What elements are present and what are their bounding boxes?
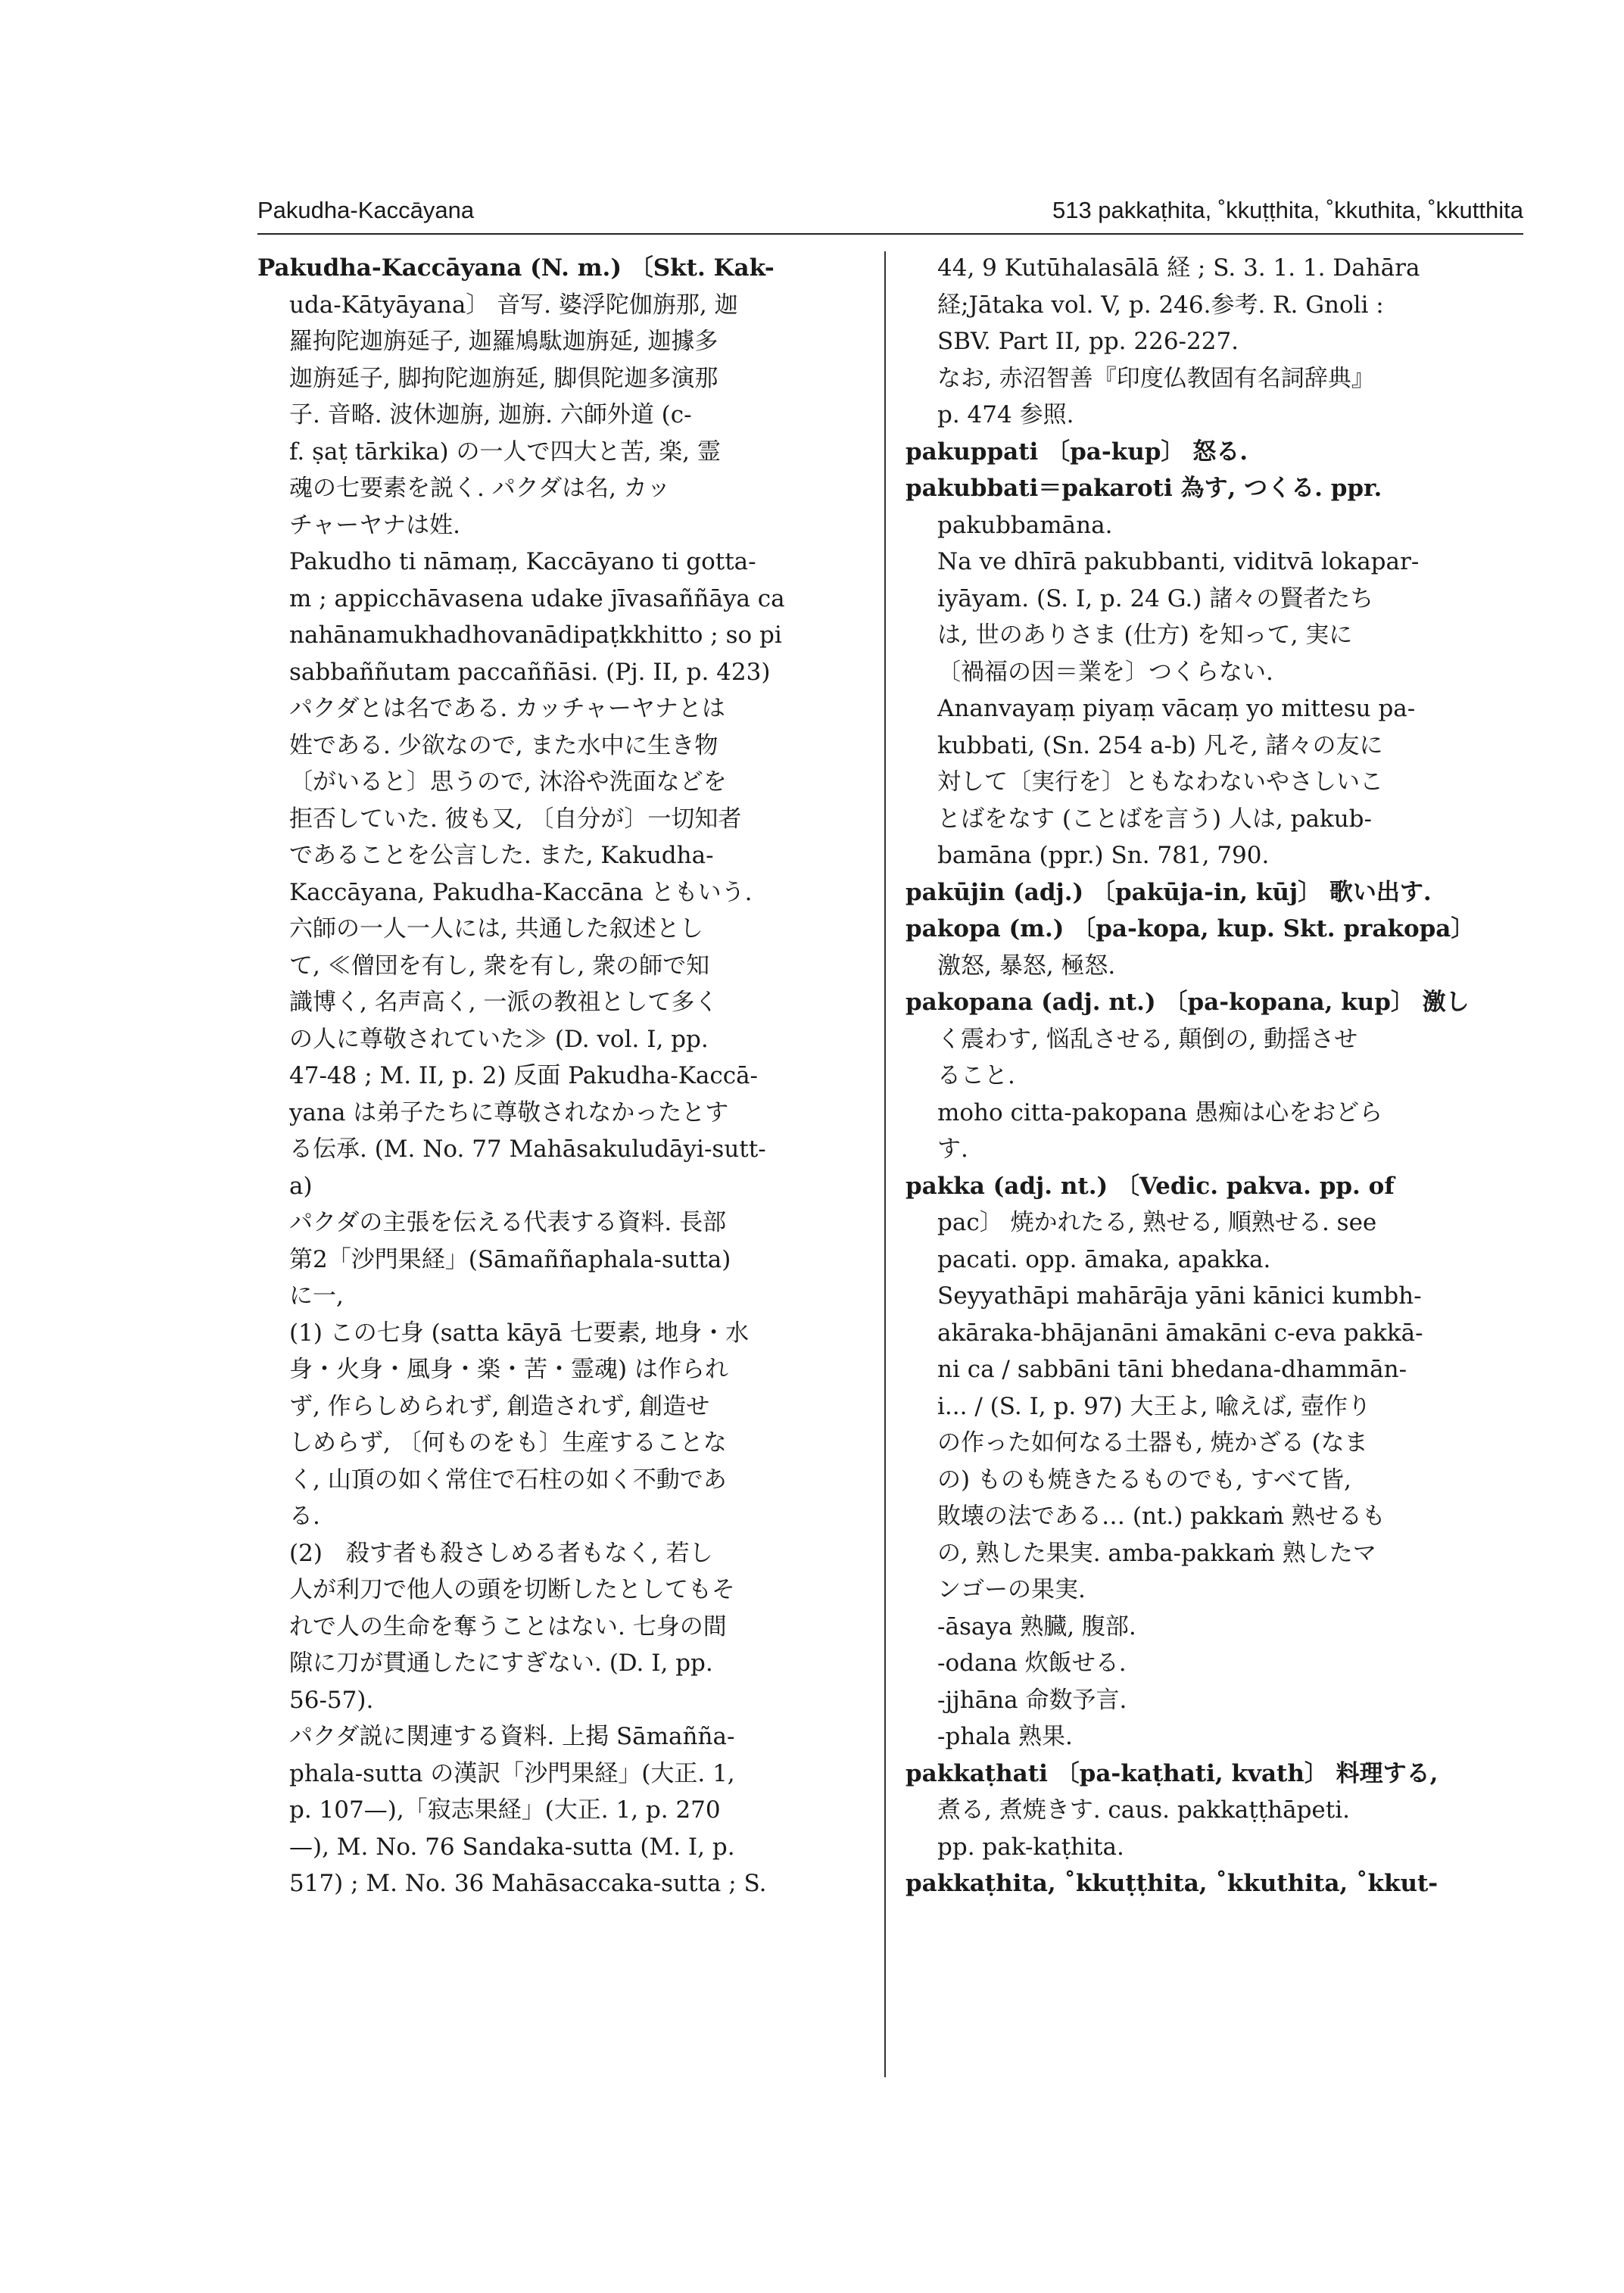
- line: 羅拘陀迦旃延子, 迦羅鳩駄迦旃延, 迦據多: [289, 328, 718, 355]
- line: iyāyam. (S. I, p. 24 G.) 諸々の賢者たち: [937, 584, 1374, 612]
- line: Pakudha-Kaccāyana (N. m.) 〔Skt. Kak-: [257, 254, 775, 282]
- entry-pakujin: pakūjin (adj.) 〔pakūja-in, kūj〕 歌い出す.: [906, 878, 1432, 906]
- line: akāraka-bhājanāni āmakāni c-eva pakkā-: [937, 1319, 1423, 1347]
- running-header: [257, 195, 1523, 235]
- line: は, 世のありさま (仕方) を知って, 実に: [937, 622, 1353, 649]
- line: pp. pak-kaṭhita.: [937, 1833, 1124, 1861]
- line: nahānamukhadhovanādipaṭkkhitto ; so pi: [289, 622, 782, 649]
- line: p. 107—),「寂志果経」(大正. 1, p. 270: [289, 1796, 721, 1824]
- line: sabbaññutam paccaññāsi. (Pj. II, p. 423): [289, 658, 771, 686]
- line: 44, 9 Kutūhalasālā 経 ; S. 3. 1. 1. Dahāra: [937, 254, 1420, 282]
- right-column: [906, 250, 1523, 1902]
- line: 56-57).: [289, 1686, 374, 1714]
- header-right-page-and-guide: 513 pakkaṭhita, ˚kkuṭṭhita, ˚kkuthita, ˚kkutthita: [1052, 197, 1523, 223]
- line: yana は弟子たちに尊敬されなかったとす: [289, 1098, 729, 1126]
- line: -jjhāna 命数予言.: [937, 1686, 1127, 1714]
- line: (2) 殺す者も殺さしめる者もなく, 若し: [289, 1539, 713, 1567]
- line: なお, 赤沼智善『印度仏教固有名詞辞典』: [937, 364, 1375, 392]
- line: f. ṣaṭ tārkika) の一人で四大と苦, 楽, 霊: [289, 438, 721, 466]
- line: 517) ; M. No. 36 Mahāsaccaka-sutta ; S.: [289, 1870, 767, 1897]
- line: て, ≪僧団を有し, 衆を有し, 衆の師で知: [289, 952, 710, 980]
- line: 煮る, 煮焼きす. caus. pakkaṭṭhāpeti.: [937, 1796, 1350, 1824]
- line: 識博く, 名声高く, 一派の教祖として多く: [289, 989, 718, 1016]
- line: パクダの主張を伝える代表する資料. 長部: [289, 1209, 727, 1236]
- line: Na ve dhīrā pakubbanti, viditvā lokapar-: [937, 548, 1420, 575]
- header-left-headword: Pakudha-Kaccāyana: [257, 197, 475, 223]
- line: ること.: [937, 1062, 1015, 1089]
- line: ni ca / sabbāni tāni bhedana-dhammān-: [937, 1356, 1407, 1383]
- line: 経;Jātaka vol. V, p. 246.参考. R. Gnoli :: [937, 291, 1384, 319]
- line: 47-48 ; M. II, p. 2) 反面 Pakudha-Kaccā-: [289, 1062, 759, 1089]
- line: 人が利刀で他人の頭を切断したとしてもそ: [289, 1576, 735, 1603]
- line: る.: [289, 1503, 320, 1530]
- line: 敗壊の法である… (nt.) pakkaṁ 熟せるも: [937, 1503, 1386, 1530]
- line: く震わす, 悩乱させる, 顛倒の, 動揺させ: [937, 1025, 1358, 1053]
- line: しめらず, 〔何ものをも〕生産することな: [289, 1429, 727, 1456]
- line: -odana 炊飯せる.: [937, 1650, 1127, 1677]
- line: る伝承. (M. No. 77 Mahāsakuludāyi-sutt-: [289, 1136, 766, 1163]
- line: phala-sutta の漢訳「沙門果経」(大正. 1,: [289, 1759, 735, 1787]
- line: i... / (S. I, p. 97) 大王よ, 喩えば, 壺作り: [937, 1392, 1371, 1420]
- entry-pakopana: pakopana (adj. nt.) 〔pa-kopana, kup〕 激し: [906, 989, 1470, 1016]
- line: 第2「沙門果経」(Sāmaññaphala-sutta): [289, 1245, 731, 1273]
- line: とばをなす (ことばを言う) 人は, pakub-: [937, 805, 1372, 833]
- entry-pakkathita: pakkaṭhita, ˚kkuṭṭhita, ˚kkuthita, ˚kkut-: [906, 1870, 1439, 1897]
- line: の人に尊敬されていた≫ (D. vol. I, pp.: [289, 1025, 709, 1053]
- line: 魂の七要素を説く. パクダは名, カッ: [289, 475, 671, 502]
- line: Kaccāyana, Pakudha-Kaccāna ともいう.: [289, 878, 753, 906]
- line: ず, 作らしめられず, 創造されず, 創造せ: [289, 1392, 710, 1420]
- line: の作った如何なる土器も, 焼かざる (なま: [937, 1429, 1368, 1456]
- line: uda-Kātyāyana〕 音写. 婆浮陀伽旃那, 迦: [289, 291, 738, 319]
- line: す.: [937, 1136, 968, 1163]
- line: pac〕 焼かれたる, 熟せる, 順熟せる. see: [937, 1209, 1377, 1236]
- entry-pakuppati: pakuppati 〔pa-kup〕 怒る.: [906, 438, 1248, 466]
- line: SBV. Part II, pp. 226-227.: [937, 328, 1239, 355]
- line: 対して〔実行を〕ともなわないやさしいこ: [937, 768, 1383, 796]
- line: 拒否していた. 彼も又, 〔自分が〕一切知者: [289, 805, 742, 833]
- line: 身・火身・風身・楽・苦・霊魂) は作られ: [289, 1356, 728, 1383]
- line: れで人の生命を奪うことはない. 七身の間: [289, 1612, 727, 1640]
- line: の) ものも焼きたるものでも, すべて皆,: [937, 1466, 1351, 1494]
- line: 〔がいると〕思うので, 沐浴や洗面などを: [289, 768, 727, 796]
- line: 姓である. 少欲なので, また水中に生き物: [289, 731, 718, 759]
- line: であることを公言した. また, Kakudha-: [289, 842, 714, 869]
- line: 激怒, 暴怒, 極怒.: [937, 952, 1116, 980]
- line: a): [289, 1172, 313, 1200]
- line: p. 474 参照.: [937, 401, 1074, 428]
- line: ンゴーの果実.: [937, 1576, 1086, 1603]
- entry-pakka: pakka (adj. nt.) 〔Vedic. pakva. pp. of: [906, 1172, 1395, 1200]
- line: pacati. opp. āmaka, apakka.: [937, 1245, 1271, 1273]
- line: の, 熟した果実. amba-pakkaṁ 熟したマ: [937, 1539, 1376, 1567]
- entry-pakkathati: pakkaṭhati 〔pa-kaṭhati, kvath〕 料理する,: [906, 1759, 1439, 1787]
- line: -āsaya 熟臓, 腹部.: [937, 1612, 1136, 1640]
- line: Seyyathāpi mahārāja yāni kānici kumbh-: [937, 1282, 1422, 1310]
- line: 子. 音略. 波休迦旃, 迦旃. 六師外道 (c-: [289, 401, 692, 428]
- line: チャーヤナは姓.: [289, 511, 460, 539]
- line: 〔禍福の因＝業を〕つくらない.: [937, 658, 1273, 686]
- line: 六師の一人一人には, 共通した叙述とし: [289, 915, 703, 942]
- line: く, 山頂の如く常住で石柱の如く不動であ: [289, 1466, 727, 1494]
- entry-pakubbati: pakubbati＝pakaroti 為す, つくる. ppr.: [906, 475, 1382, 502]
- column-divider: [884, 251, 886, 2077]
- line: Pakudho ti nāmaṃ, Kaccāyano ti gotta-: [289, 548, 756, 575]
- line: 隙に刀が貫通したにすぎない. (D. I, pp.: [289, 1650, 713, 1677]
- line: -phala 熟果.: [937, 1723, 1073, 1750]
- line: pakubbamāna.: [937, 511, 1113, 539]
- line: パクダとは名である. カッチャーヤナとは: [289, 695, 725, 722]
- line: Ananvayaṃ piyaṃ vācaṃ yo mittesu pa-: [937, 695, 1416, 722]
- line: (1) この七身 (satta kāyā 七要素, 地身・水: [289, 1319, 750, 1347]
- line: に一,: [289, 1282, 344, 1310]
- entry-pakopa: pakopa (m.) 〔pa-kopa, kup. Skt. prakopa〕: [906, 915, 1475, 942]
- line: bamāna (ppr.) Sn. 781, 790.: [937, 842, 1270, 869]
- line: moho citta-pakopana 愚痴は心をおどら: [937, 1098, 1383, 1126]
- line: m ; appicchāvasena udake jīvasaññāya ca: [289, 584, 785, 612]
- line: 迦旃延子, 脚拘陀迦旃延, 脚倶陀迦多演那: [289, 364, 718, 392]
- line: パクダ説に関連する資料. 上掲 Sāmañña-: [289, 1723, 735, 1750]
- line: —), M. No. 76 Sandaka-sutta (M. I, p.: [289, 1833, 735, 1861]
- left-column: [257, 250, 865, 1902]
- line: kubbati, (Sn. 254 a-b) 凡そ, 諸々の友に: [937, 731, 1383, 759]
